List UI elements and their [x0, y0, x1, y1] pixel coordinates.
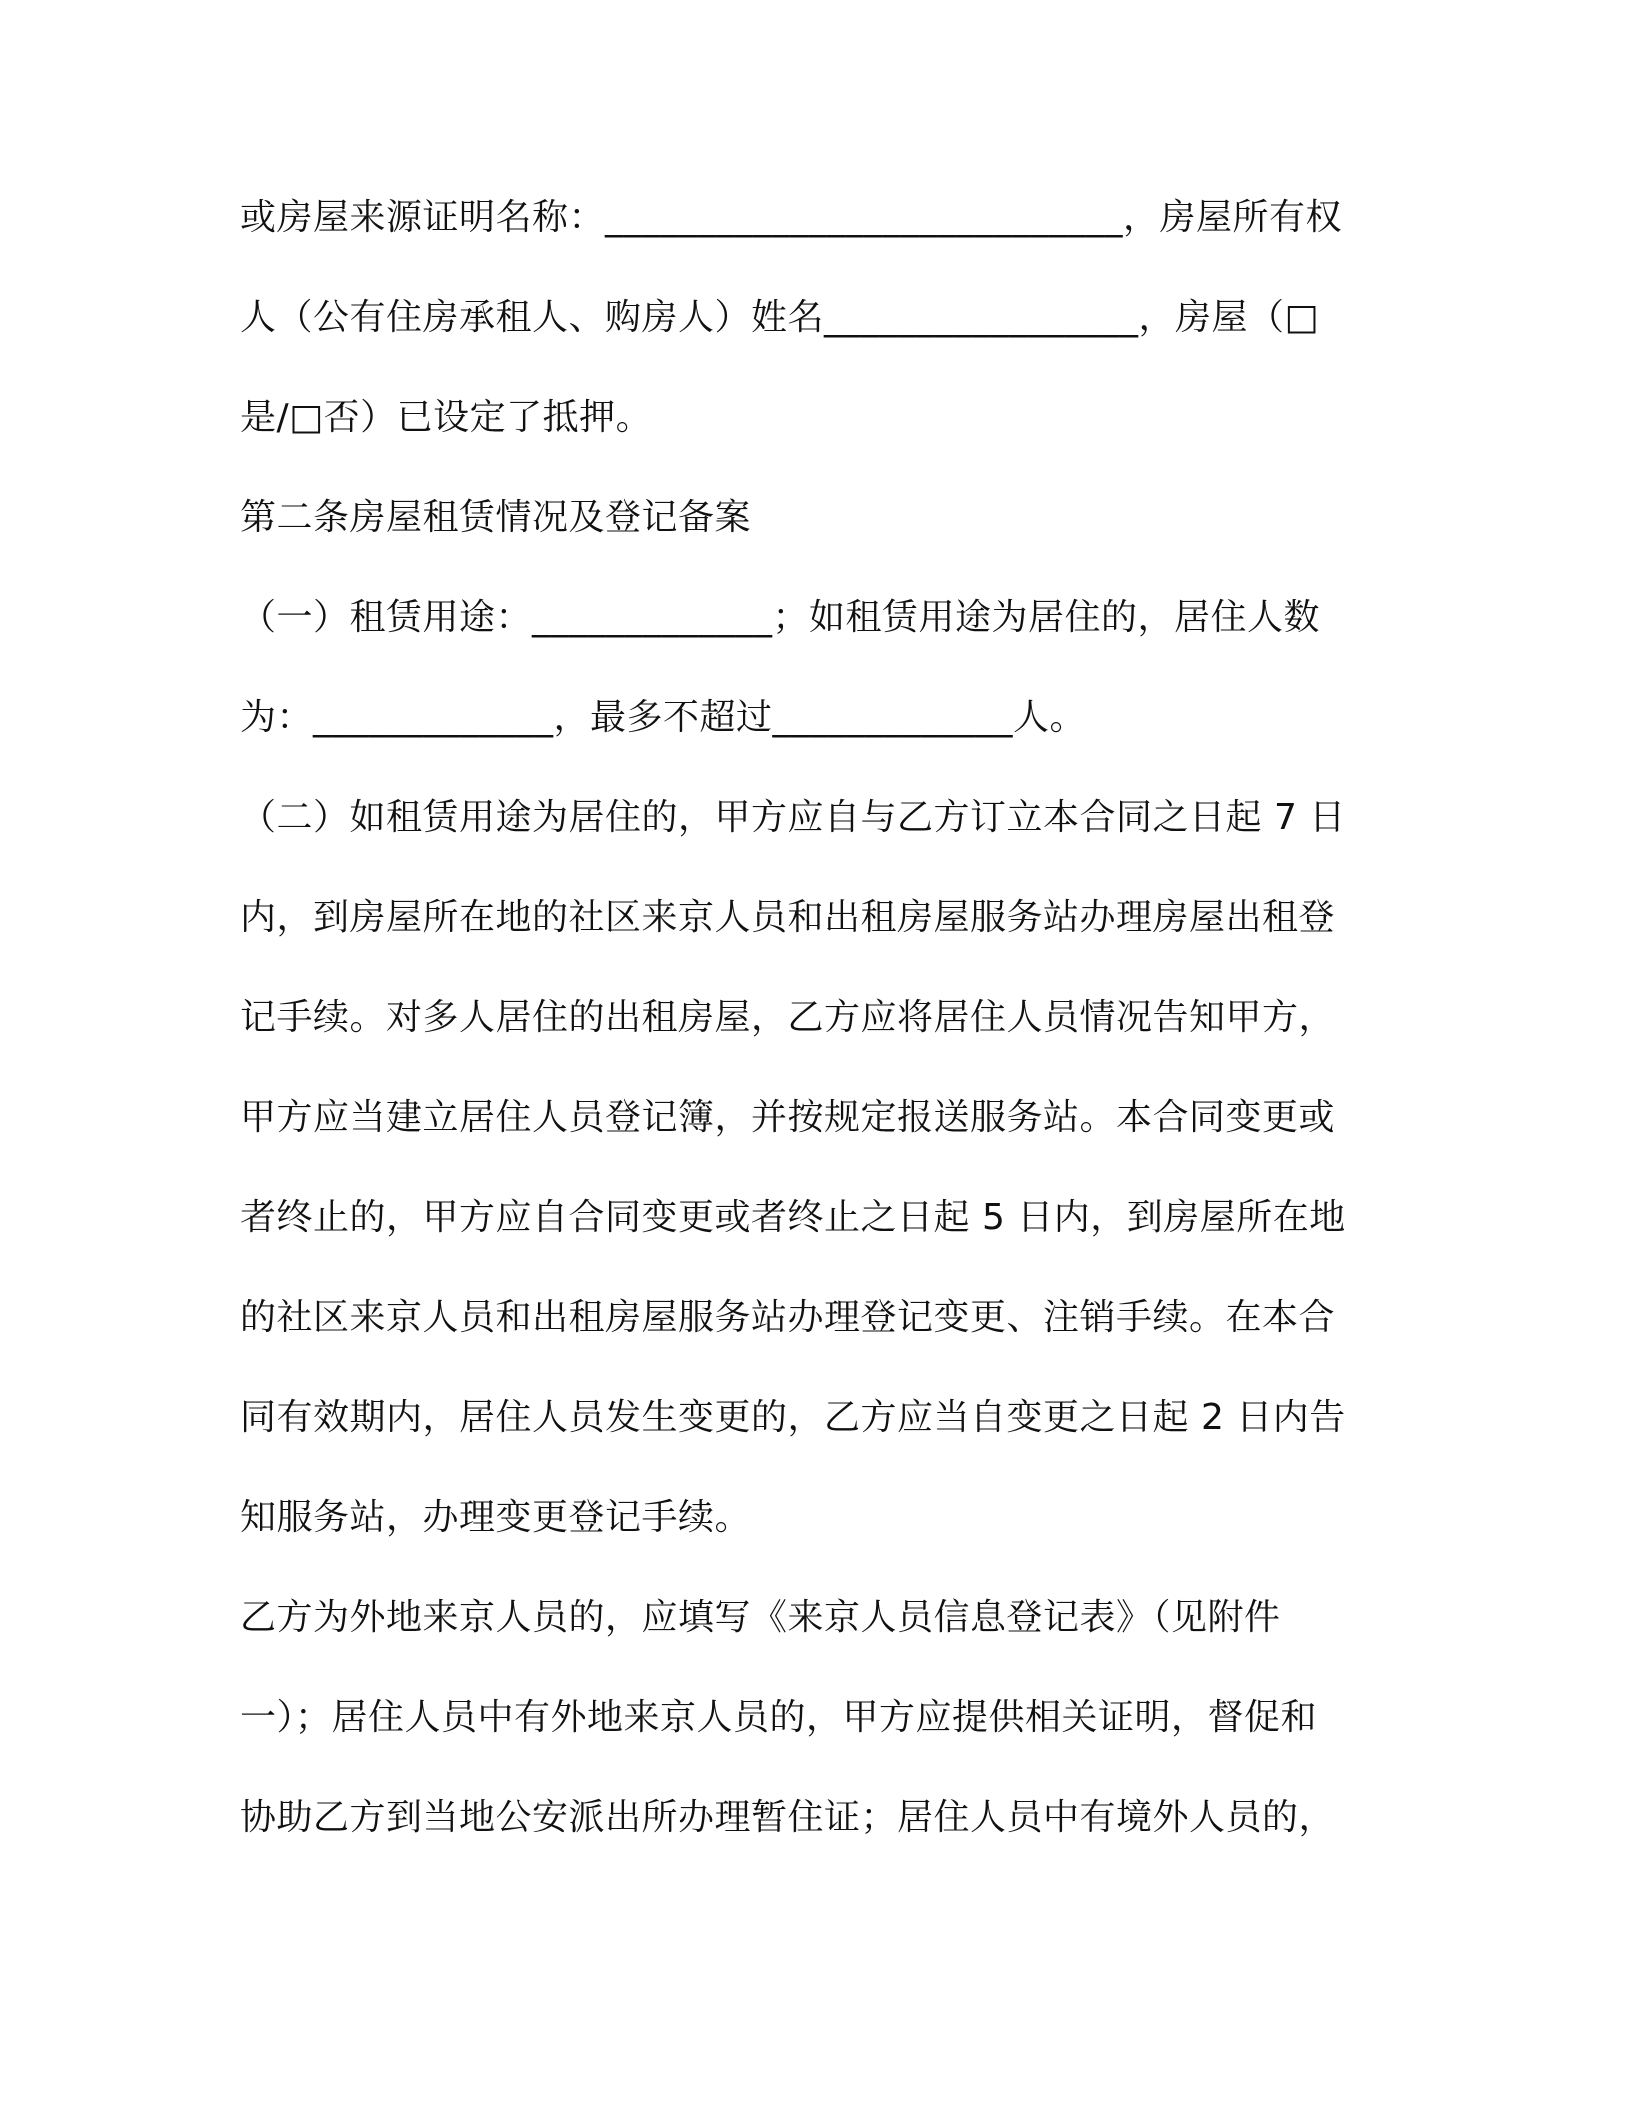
- text-line: 者终止的，甲方应自合同变更或者终止之日起 5 日内，到房屋所在地: [240, 1197, 1346, 1238]
- text-line: 的社区来京人员和出租房屋服务站办理登记变更、注销手续。在本合: [240, 1297, 1336, 1338]
- text-line: 一）；居住人员中有外地来京人员的，甲方应提供相关证明，督促和: [240, 1697, 1318, 1738]
- text-line: 内，到房屋所在地的社区来京人员和出租房屋服务站办理房屋出租登: [240, 897, 1336, 938]
- text-line: 甲方应当建立居住人员登记簿，并按规定报送服务站。本合同变更或: [240, 1097, 1336, 1138]
- section-heading: 第二条房屋租赁情况及登记备案: [240, 497, 752, 538]
- text-line: 人（公有住房承租人、购房人）姓名_________________，房屋（□: [240, 297, 1320, 338]
- text-line: 协助乙方到当地公安派出所办理暂住证；居住人员中有境外人员的，: [240, 1797, 1336, 1838]
- text-line: 或房屋来源证明名称：____________________________，房屋所有权: [240, 197, 1343, 238]
- text-line: （二）如租赁用途为居住的，甲方应自与乙方订立本合同之日起 7 日: [240, 797, 1346, 838]
- text-line: 记手续。对多人居住的出租房屋，乙方应将居住人员情况告知甲方，: [240, 997, 1336, 1038]
- text-line: 是/□否）已设定了抵押。: [240, 397, 653, 438]
- text-line: 为：_____________，最多不超过_____________人。: [240, 697, 1087, 738]
- text-line: 知服务站，办理变更登记手续。: [240, 1497, 752, 1538]
- text-line: 乙方为外地来京人员的，应填写《来京人员信息登记表》（见附件: [240, 1597, 1281, 1638]
- text-line: （一）租赁用途：_____________；如租赁用途为居住的，居住人数: [240, 597, 1321, 638]
- text-line: 同有效期内，居住人员发生变更的，乙方应当自变更之日起 2 日内告: [240, 1397, 1346, 1438]
